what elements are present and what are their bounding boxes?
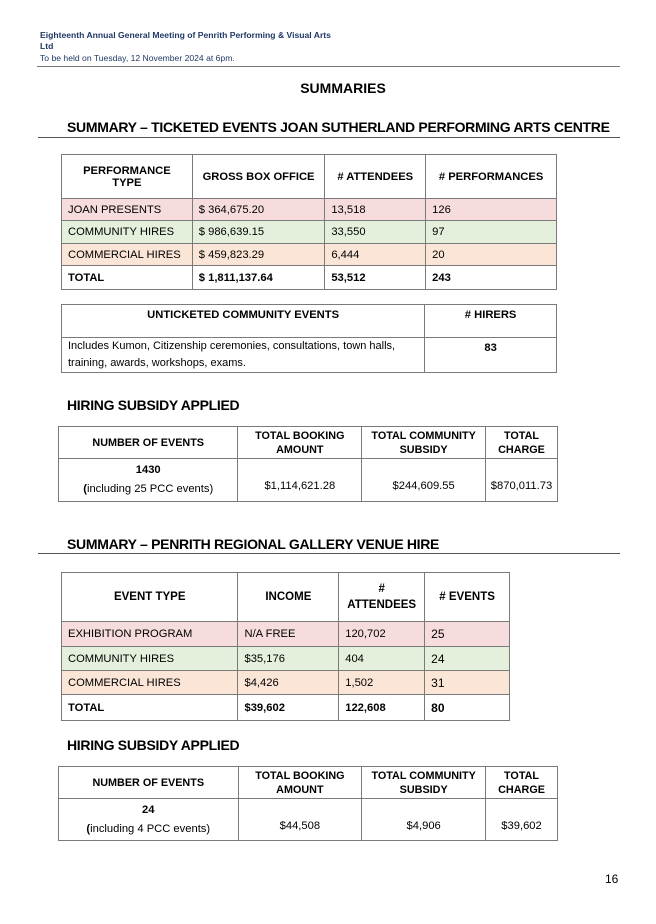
unticketed-description: Includes Kumon, Citizenship ceremonies, consultations, town halls, training, awards, workshops, exams. (62, 338, 425, 373)
page-title: SUMMARIES (300, 80, 386, 96)
header-divider (37, 66, 620, 67)
column-header: TOTAL COMMUNITY SUBSIDY (362, 767, 486, 799)
events-note: including 4 PCC events) (90, 822, 211, 835)
table-cell: $39,602 (238, 695, 339, 721)
table-row (62, 622, 510, 647)
events-cell (59, 799, 239, 841)
events-note-paren: ( (83, 483, 87, 495)
column-header: EVENT TYPE (62, 573, 238, 622)
events-note: including 25 PCC events) (86, 483, 214, 495)
gallery-venue-table (61, 572, 510, 721)
column-header: TOTAL CHARGE (486, 767, 558, 799)
table-header-row (62, 155, 557, 199)
booking-amount: $44,508 (238, 799, 362, 841)
total-charge: $39,602 (486, 799, 558, 841)
table-cell: 126 (426, 199, 557, 221)
table-cell: COMMUNITY HIRES (62, 221, 193, 244)
column-header: NUMBER OF EVENTS (59, 767, 239, 799)
hiring-subsidy-table (58, 426, 558, 502)
table-total-row (62, 695, 510, 721)
table-total-row (62, 266, 557, 290)
booking-amount: $1,114,621.28 (238, 459, 362, 502)
table-cell: JOAN PRESENTS (62, 199, 193, 221)
table-cell: $35,176 (238, 647, 339, 671)
column-header: PERFORMANCE TYPE (62, 155, 193, 199)
community-subsidy: $244,609.55 (362, 459, 486, 502)
table-cell: COMMERCIAL HIRES (62, 671, 238, 695)
table-row (62, 338, 557, 373)
community-subsidy: $4,906 (362, 799, 486, 841)
table-row (59, 799, 558, 841)
table-cell: 53,512 (325, 266, 426, 290)
section-divider (38, 553, 620, 554)
total-charge: $870,011.73 (486, 459, 558, 502)
table-cell: TOTAL (62, 695, 238, 721)
table-cell: EXHIBITION PROGRAM (62, 622, 238, 647)
table-cell: $ 1,811,137.64 (192, 266, 325, 290)
table-cell: 404 (339, 647, 425, 671)
table-cell: COMMUNITY HIRES (62, 647, 238, 671)
meeting-date: To be held on Tuesday, 12 November 2024 at 6pm. (40, 53, 235, 63)
meeting-title: Eighteenth Annual General Meeting of Penrith Performing & Visual Arts Ltd (40, 30, 331, 51)
table-header-row (59, 427, 558, 459)
table-cell: COMMERCIAL HIRES (62, 244, 193, 266)
table-cell: 25 (425, 622, 510, 647)
section-divider (38, 137, 620, 138)
table-cell: 24 (425, 647, 510, 671)
table-row (62, 221, 557, 244)
hiring-subsidy-table (58, 766, 558, 841)
events-note-paren: ( (86, 822, 91, 835)
document-header (40, 30, 620, 64)
column-header: # ATTENDEES (325, 155, 426, 199)
table-row (59, 459, 558, 502)
column-header: # HIRERS (425, 305, 557, 338)
page-number: 16 (605, 872, 619, 886)
table-cell: $4,426 (238, 671, 339, 695)
table-header-row (62, 573, 510, 622)
column-header: # EVENTS (425, 573, 510, 622)
events-count: 1430 (135, 464, 161, 476)
column-header: # ATTENDEES (339, 573, 425, 622)
ticketed-events-table (61, 154, 557, 290)
unticketed-events-table (61, 304, 557, 373)
table-cell: 6,444 (325, 244, 426, 266)
table-cell: 20 (426, 244, 557, 266)
subsidy-section-title: HIRING SUBSIDY APPLIED (67, 397, 240, 413)
gallery-section-title: SUMMARY – PENRITH REGIONAL GALLERY VENUE HIRE (67, 536, 440, 552)
table-cell: 243 (426, 266, 557, 290)
column-header: INCOME (238, 573, 339, 622)
table-cell: 1,502 (339, 671, 425, 695)
table-cell: 80 (425, 695, 510, 721)
table-cell: $ 459,823.29 (192, 244, 325, 266)
hirers-count: 83 (425, 338, 557, 373)
table-row (62, 647, 510, 671)
column-header: GROSS BOX OFFICE (192, 155, 325, 199)
column-header: # PERFORMANCES (426, 155, 557, 199)
subsidy-section-title: HIRING SUBSIDY APPLIED (67, 737, 240, 753)
table-header-row (59, 767, 558, 799)
column-header: TOTAL BOOKING AMOUNT (238, 767, 362, 799)
table-row (62, 244, 557, 266)
table-cell: 33,550 (325, 221, 426, 244)
table-cell: N/A FREE (238, 622, 339, 647)
table-header-row (62, 305, 557, 338)
ticketed-section-title: SUMMARY – TICKETED EVENTS JOAN SUTHERLAND PERFORMING ARTS CENTRE (67, 119, 610, 135)
table-cell: 97 (426, 221, 557, 244)
events-cell (59, 459, 238, 502)
table-cell: 13,518 (325, 199, 426, 221)
events-count: 24 (142, 803, 155, 816)
table-cell: $ 364,675.20 (192, 199, 325, 221)
table-cell: $ 986,639.15 (192, 221, 325, 244)
table-row (62, 671, 510, 695)
table-cell: 120,702 (339, 622, 425, 647)
column-header: UNTICKETED COMMUNITY EVENTS (62, 305, 425, 338)
column-header: TOTAL BOOKING AMOUNT (238, 427, 362, 459)
column-header: NUMBER OF EVENTS (59, 427, 238, 459)
column-header: TOTAL COMMUNITY SUBSIDY (362, 427, 486, 459)
table-cell: TOTAL (62, 266, 193, 290)
column-header: TOTAL CHARGE (486, 427, 558, 459)
table-cell: 31 (425, 671, 510, 695)
table-cell: 122,608 (339, 695, 425, 721)
table-row (62, 199, 557, 221)
